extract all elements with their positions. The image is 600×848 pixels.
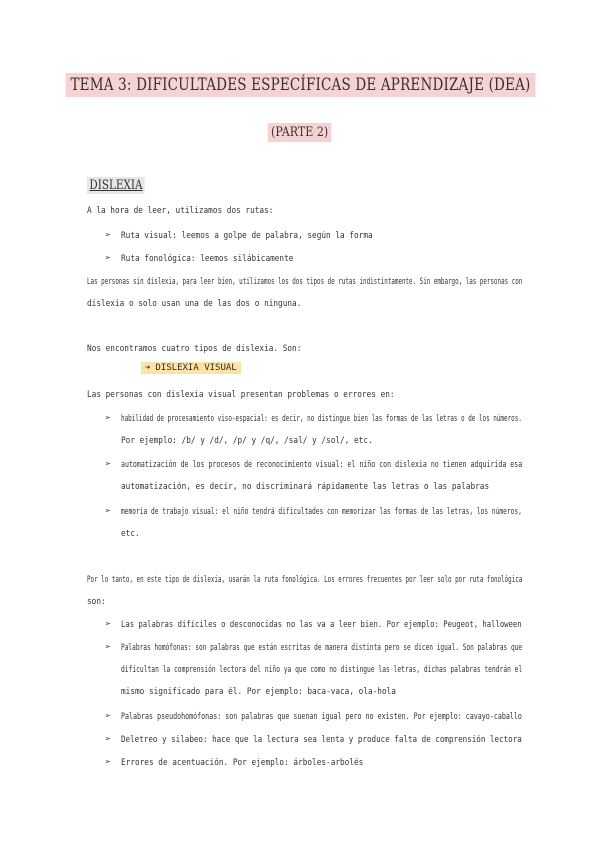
bullet-icon: ➢ bbox=[105, 230, 112, 241]
paragraph-line: son: bbox=[87, 597, 106, 607]
list-item-line: etc. bbox=[121, 529, 140, 539]
dyslexia-type-text: DISLEXIA VISUAL bbox=[155, 363, 237, 373]
page-subtitle: (PARTE 2) bbox=[268, 123, 332, 142]
list-item-line: Errores de acentuación. Por ejemplo: árboles-arbolés bbox=[121, 758, 364, 768]
route-item: Ruta fonológica: leemos silábicamente bbox=[121, 254, 294, 264]
bullet-icon: ➢ bbox=[105, 757, 112, 768]
list-item-line: mismo significado para él. Por ejemplo: baca-vaca, ola-hola bbox=[121, 687, 396, 697]
bullet-icon: ➢ bbox=[105, 459, 112, 470]
bullet-icon: ➢ bbox=[105, 253, 112, 264]
intro-line: A la hora de leer, utilizamos dos rutas: bbox=[87, 206, 274, 216]
visual-intro-line: Las personas con dislexia visual presentan problemas o errores en: bbox=[87, 390, 395, 400]
list-item-line: Palabras pseudohomófonas: son palabras que suenan igual pero no existen. Por ejemplo: cavayo-caballo bbox=[121, 712, 522, 722]
page-title: TEMA 3: DIFICULTADES ESPECÍFICAS DE APRENDIZAJE (DEA) bbox=[65, 73, 535, 97]
list-item-line: Deletreo y silabeo: hace que la lectura sea lenta y produce falta de comprensión lectora bbox=[121, 735, 522, 745]
list-item-line: Por ejemplo: /b/ y /d/, /p/ y /q/, /sal/ y /sol/, etc. bbox=[121, 436, 373, 446]
paragraph-line: dislexia o solo usan una de las dos o ninguna. bbox=[87, 299, 302, 309]
bullet-icon: ➢ bbox=[105, 642, 112, 653]
bullet-icon: ➢ bbox=[105, 619, 112, 630]
title-container bbox=[0, 73, 600, 97]
list-item-line: Las palabras difíciles o desconocidas no las va a leer bien. Por ejemplo: Peugeot, halloween bbox=[121, 620, 522, 630]
list-item-line: memoria de trabajo visual: el niño tendrá dificultades con memorizar las formas de las letras, los números, bbox=[121, 507, 522, 517]
dyslexia-type-label bbox=[141, 362, 241, 374]
list-item-line: automatización de los procesos de reconocimiento visual: el niño con dislexia no tienen adquirida esa bbox=[121, 460, 523, 470]
subtitle-container bbox=[0, 121, 600, 142]
bullet-icon: ➢ bbox=[105, 506, 112, 517]
route-item: Ruta visual: leemos a golpe de palabra, según la forma bbox=[121, 231, 373, 241]
list-item-line: automatización, es decir, no discriminará rápidamente las letras o las palabras bbox=[121, 482, 490, 492]
arrow-right-icon: ➔ bbox=[145, 363, 151, 373]
list-item-line: habilidad de procesamiento viso-espacial: es decir, no distingue bien las formas de las letras o de los números. bbox=[121, 414, 522, 424]
section-heading-dislexia: DISLEXIA bbox=[87, 177, 145, 194]
paragraph-line: Por lo tanto, en este tipo de dislexia, usarán la ruta fonológica. Los errores frecuentes por leer solo por ruta fonológica bbox=[87, 575, 523, 585]
types-intro-line: Nos encontramos cuatro tipos de dislexia. Son: bbox=[87, 344, 302, 354]
bullet-icon: ➢ bbox=[105, 413, 112, 424]
list-item-line: dificultan la comprensión lectora del niño ya que como no distingue las letras, dichas palabras tendrán el bbox=[121, 665, 523, 675]
paragraph-line: Las personas sin dislexia, para leer bien, utilizamos los dos tipos de rutas indistintamente. Sin embargo, las personas con bbox=[87, 277, 523, 287]
bullet-icon: ➢ bbox=[105, 734, 112, 745]
list-item-line: Palabras homófonas: son palabras que están escritas de manera distinta pero se dicen igual. Son palabras que bbox=[121, 643, 523, 653]
bullet-icon: ➢ bbox=[105, 711, 112, 722]
